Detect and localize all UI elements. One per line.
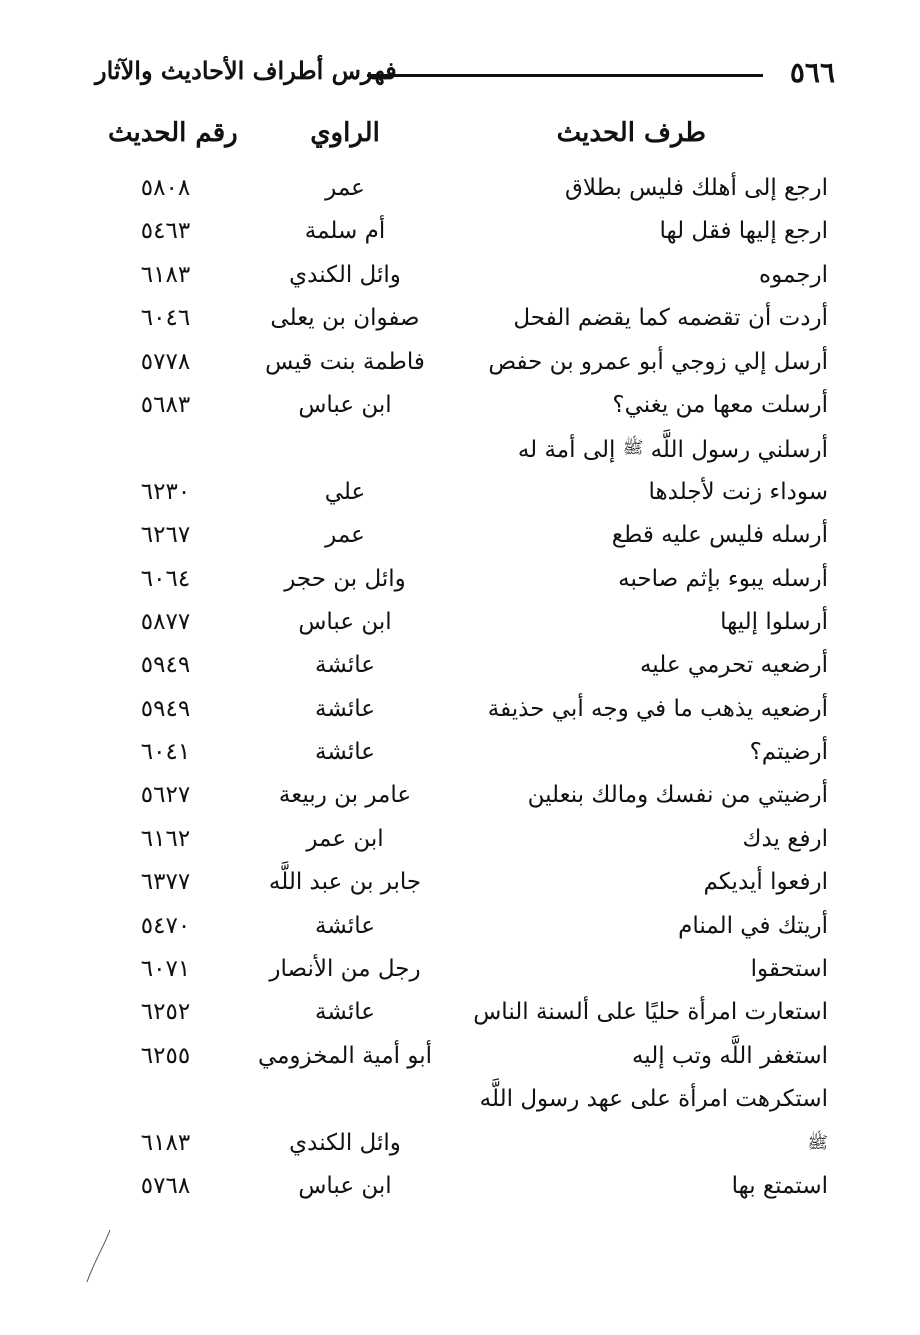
narrator: فاطمة بنت قيس	[265, 348, 425, 375]
hadith-number: ٦١٦٢	[140, 825, 191, 852]
hadith-text: أردت أن تقضمه كما يقضم الفحل	[513, 305, 828, 332]
hadith-number: ٦٢٥٢	[140, 999, 191, 1026]
narrator: ابن عباس	[298, 391, 392, 418]
honorific-mark: ﷺ	[807, 1132, 828, 1153]
hadith-number: ٦٠٤٦	[140, 305, 191, 332]
hadith-text: أرضيتي من نفسك ومالك بنعلين	[527, 782, 828, 809]
hadith-text: استمتع بها	[731, 1172, 828, 1199]
header-rule	[367, 74, 763, 77]
hadith-number: ٦٣٧٧	[140, 869, 191, 896]
index-row	[0, 254, 920, 297]
hadith-text: أريتك في المنام	[678, 912, 828, 939]
narrator: جابر بن عبد اللَّه	[268, 869, 422, 896]
narrator: عائشة	[315, 912, 375, 939]
hadith-text: ارفعوا أيديكم	[703, 869, 828, 896]
hadith-text-continued	[807, 1128, 828, 1160]
hadith-text: أرسله يبوء بإثم صاحبه	[618, 565, 828, 592]
index-rows	[0, 167, 920, 1208]
index-row	[0, 471, 920, 514]
hadith-text: أرضعيه تحرمي عليه	[639, 652, 828, 679]
hadith-number: ٦٠٧١	[140, 956, 191, 983]
hadith-text: سوداء زنت لأجلدها	[648, 478, 828, 505]
narrator: عائشة	[315, 739, 375, 766]
index-row	[0, 948, 920, 991]
narrator: ابن عمر	[306, 825, 384, 852]
index-row	[0, 644, 920, 687]
hadith-number: ٦٢٣٠	[140, 478, 191, 505]
hadith-text: استحقوا	[750, 956, 828, 983]
column-header-number: رقم الحديث	[108, 118, 238, 148]
column-header-hadith: طرف الحديث	[556, 118, 706, 148]
hadith-text: أرسلت معها من يغني؟	[612, 391, 828, 418]
index-row	[0, 688, 920, 731]
index-row	[0, 818, 920, 861]
hadith-text-continued	[518, 433, 828, 465]
index-row	[0, 991, 920, 1034]
hadith-number: ٥٤٧٠	[140, 912, 191, 939]
narrator: وائل الكندي	[289, 1129, 401, 1156]
hadith-number: ٥٨٠٨	[140, 175, 191, 201]
index-row	[0, 427, 920, 470]
index-row	[0, 1165, 920, 1208]
hadith-number: ٦٠٦٤	[140, 565, 191, 592]
index-row	[0, 905, 920, 948]
index-row	[0, 297, 920, 340]
narrator: وائل بن حجر	[284, 565, 406, 592]
hadith-number: ٥٩٤٩	[140, 695, 191, 722]
page-number: ٥٦٦	[789, 56, 835, 89]
index-row	[0, 774, 920, 817]
hadith-number: ٦١٨٣	[140, 1129, 191, 1156]
hadith-number: ٦١٨٣	[140, 261, 191, 288]
index-row	[0, 1078, 920, 1121]
index-row	[0, 384, 920, 427]
index-row	[0, 167, 920, 210]
hadith-text: أرضيتم؟	[749, 739, 828, 766]
index-row	[0, 861, 920, 904]
index-row	[0, 731, 920, 774]
hadith-text: أرسله فليس عليه قطع	[611, 522, 828, 549]
hadith-text: استغفر اللَّه وتب إليه	[631, 1042, 828, 1069]
narrator: عائشة	[315, 652, 375, 679]
narrator: أبو أمية المخزومي	[257, 1042, 433, 1069]
hadith-number: ٥٧٦٨	[140, 1172, 191, 1199]
hadith-text: ارجموه	[759, 261, 828, 288]
index-row	[0, 558, 920, 601]
hadith-text: استكرهت امرأة على عهد رسول اللَّه	[479, 1086, 828, 1113]
column-header-narrator: الراوي	[310, 118, 380, 148]
hadith-text: استعارت امرأة حليًا على ألسنة الناس	[473, 999, 828, 1026]
hadith-number: ٥٩٤٩	[140, 652, 191, 679]
index-row	[0, 341, 920, 384]
index-row	[0, 210, 920, 253]
narrator: ابن عباس	[298, 608, 392, 635]
index-row	[0, 514, 920, 557]
hadith-number: ٦٠٤١	[140, 739, 191, 766]
hadith-text-part: أرسلني رسول اللَّه	[650, 437, 828, 464]
stray-pen-mark	[84, 1228, 112, 1284]
hadith-number: ٥٧٧٨	[140, 348, 191, 375]
index-row	[0, 1122, 920, 1165]
narrator: عائشة	[315, 999, 375, 1026]
hadith-text: أرسلوا إليها	[720, 608, 828, 635]
index-row	[0, 601, 920, 644]
hadith-text-part: إلى أمة له	[517, 437, 616, 464]
narrator: علي	[324, 478, 366, 505]
running-title: فهرس أطراف الأحاديث والآثار	[95, 56, 397, 85]
narrator: ابن عباس	[298, 1172, 392, 1199]
hadith-number: ٦٢٦٧	[140, 522, 191, 549]
hadith-number: ٦٢٥٥	[140, 1042, 191, 1069]
hadith-text: أرسل إلي زوجي أبو عمرو بن حفص	[488, 348, 828, 375]
narrator: عامر بن ربيعة	[278, 782, 412, 809]
narrator: صفوان بن يعلى	[270, 305, 420, 332]
hadith-text: ارفع يدك	[742, 825, 828, 852]
narrator: عمر	[325, 522, 365, 549]
page-header	[95, 52, 835, 102]
hadith-number: ٥٦٨٣	[140, 391, 191, 418]
index-row	[0, 1035, 920, 1078]
hadith-number: ٥٨٧٧	[140, 608, 191, 635]
honorific-mark: ﷺ	[622, 438, 644, 459]
narrator: عمر	[325, 175, 365, 201]
narrator: رجل من الأنصار	[269, 956, 421, 983]
hadith-text: ارجع إليها فقل لها	[659, 218, 828, 245]
narrator: أم سلمة	[304, 218, 386, 245]
hadith-number: ٥٤٦٣	[140, 218, 191, 245]
hadith-number: ٥٦٢٧	[140, 782, 191, 809]
narrator: عائشة	[315, 695, 375, 722]
hadith-text: ارجع إلى أهلك فليس بطلاق	[565, 175, 828, 201]
hadith-text: أرضعيه يذهب ما في وجه أبي حذيفة	[487, 695, 828, 722]
narrator: وائل الكندي	[289, 261, 401, 288]
